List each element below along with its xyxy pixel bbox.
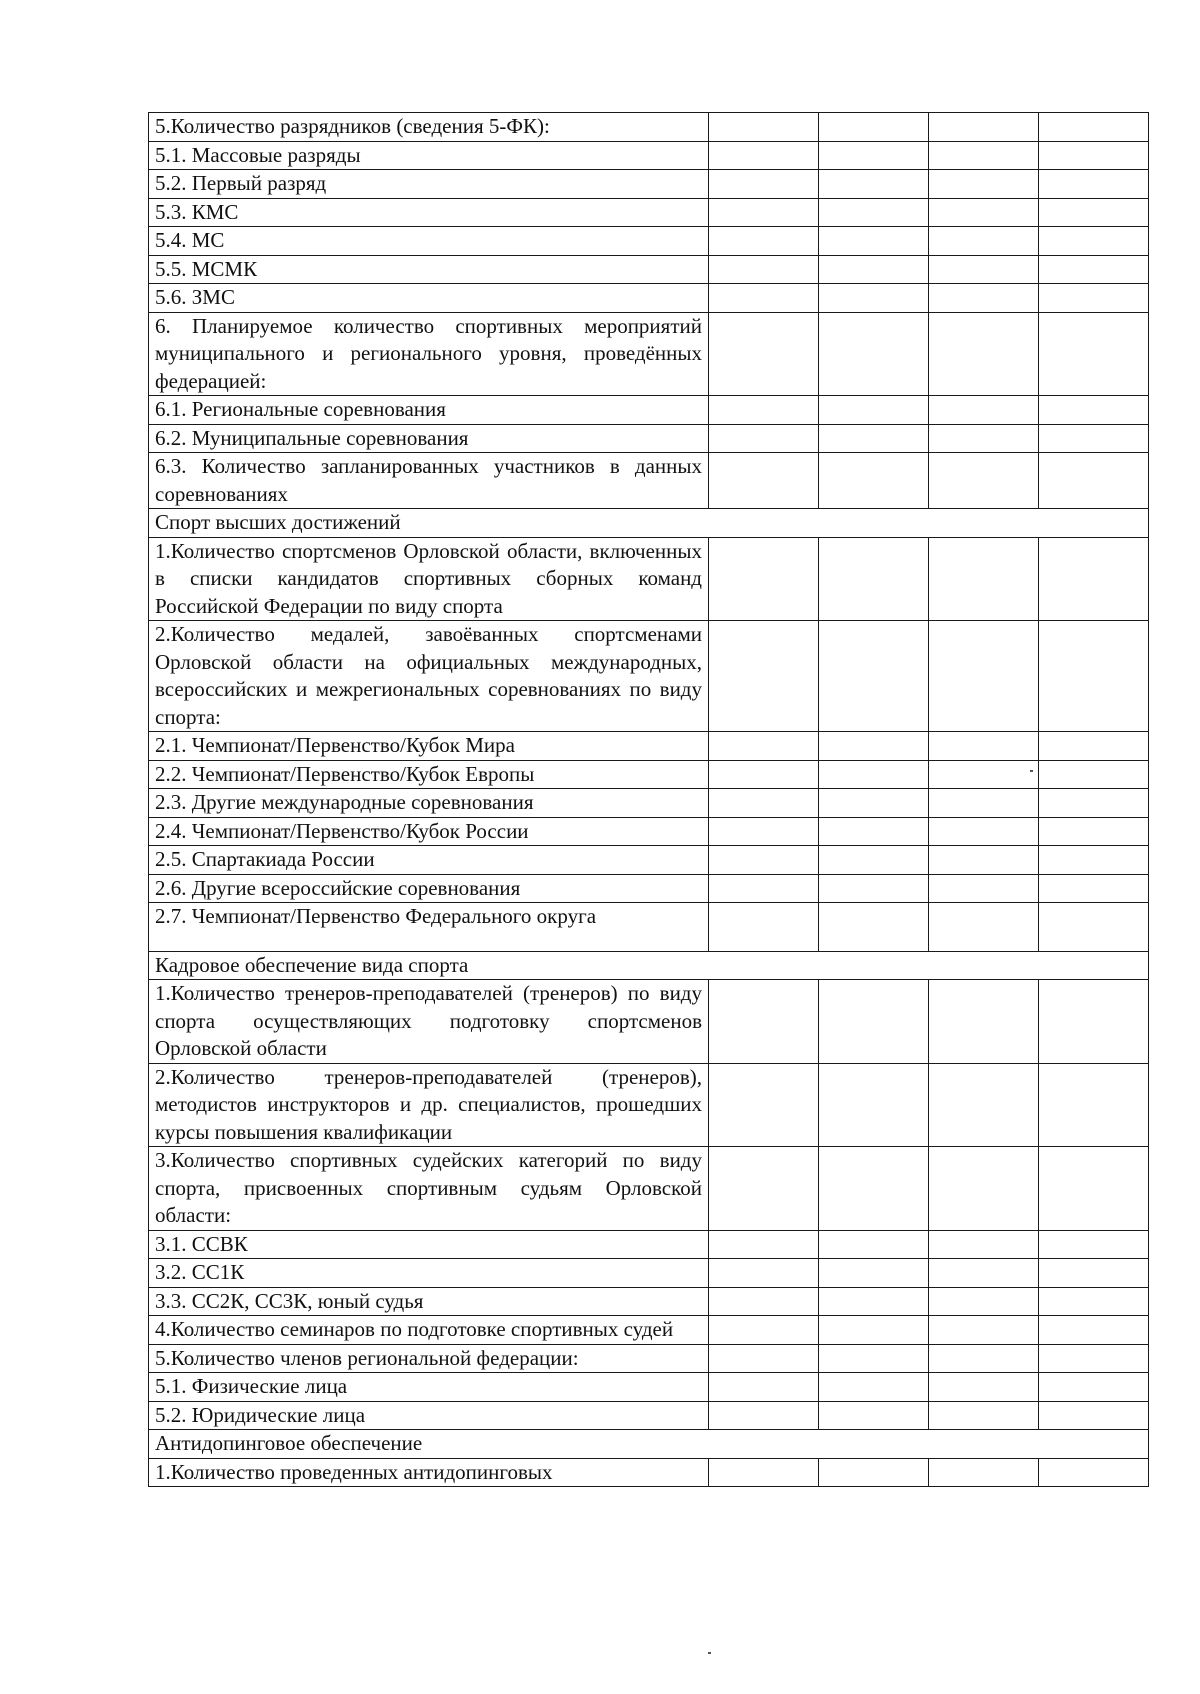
value-cell[interactable] — [929, 760, 1039, 789]
value-cell[interactable] — [709, 312, 819, 396]
row-label: 1.Количество тренеров-преподавателей (тренеров) по виду спорта осуществляющих подготовку спортсменов Орловской области — [149, 980, 709, 1064]
value-cell[interactable] — [819, 424, 929, 453]
value-cell[interactable] — [929, 1401, 1039, 1430]
value-cell[interactable] — [709, 424, 819, 453]
table-row — [149, 284, 1149, 313]
table-row — [149, 1287, 1149, 1316]
value-cell[interactable] — [1039, 396, 1149, 425]
value-cell[interactable] — [1039, 1063, 1149, 1147]
row-label: 3.2. СС1К — [149, 1259, 709, 1288]
value-cell[interactable] — [819, 1147, 929, 1231]
table-row — [149, 141, 1149, 170]
value-cell[interactable] — [1039, 980, 1149, 1064]
value-cell[interactable] — [929, 1373, 1039, 1402]
value-cell[interactable] — [1039, 198, 1149, 227]
table-row — [149, 760, 1149, 789]
value-cell[interactable] — [709, 903, 819, 952]
scan-speck — [1030, 770, 1033, 772]
table-row — [149, 1230, 1149, 1259]
value-cell[interactable] — [709, 1401, 819, 1430]
value-cell[interactable] — [1039, 760, 1149, 789]
row-label: 1.Количество проведенных антидопинговых — [149, 1458, 709, 1487]
value-cell[interactable] — [929, 846, 1039, 875]
value-cell[interactable] — [819, 198, 929, 227]
value-cell[interactable] — [819, 789, 929, 818]
value-cell[interactable] — [819, 227, 929, 256]
row-label: 2.5. Спартакиада России — [149, 846, 709, 875]
row-label: 5.Количество членов региональной федерации: — [149, 1344, 709, 1373]
row-label: 5.1. Массовые разряды — [149, 141, 709, 170]
value-cell[interactable] — [1039, 1230, 1149, 1259]
row-label: 4.Количество семинаров по подготовке спортивных судей — [149, 1316, 709, 1345]
row-label: 2.Количество тренеров-преподавателей (тренеров), методистов инструкторов и др. специалистов, прошедших курсы повышения квалификации — [149, 1063, 709, 1147]
table-row — [149, 1458, 1149, 1487]
value-cell[interactable] — [709, 1458, 819, 1487]
value-cell[interactable] — [929, 732, 1039, 761]
value-cell[interactable] — [709, 141, 819, 170]
value-cell[interactable] — [819, 732, 929, 761]
value-cell[interactable] — [1039, 1147, 1149, 1231]
value-cell[interactable] — [819, 874, 929, 903]
table-row — [149, 537, 1149, 621]
value-cell[interactable] — [819, 537, 929, 621]
value-cell[interactable] — [1039, 1344, 1149, 1373]
value-cell[interactable] — [1039, 1287, 1149, 1316]
value-cell[interactable] — [819, 284, 929, 313]
row-label: 5.2. Юридические лица — [149, 1401, 709, 1430]
value-cell[interactable] — [1039, 817, 1149, 846]
report-table-body — [149, 113, 1149, 1487]
value-cell[interactable] — [709, 113, 819, 142]
table-row — [149, 846, 1149, 875]
value-cell[interactable] — [929, 1063, 1039, 1147]
row-label: 3.Количество спортивных судейских категорий по виду спорта, присвоенных спортивным судьям Орловской области: — [149, 1147, 709, 1231]
value-cell[interactable] — [709, 1373, 819, 1402]
value-cell[interactable] — [819, 1259, 929, 1288]
value-cell[interactable] — [709, 760, 819, 789]
value-cell[interactable] — [819, 760, 929, 789]
row-label: 5.3. КМС — [149, 198, 709, 227]
value-cell[interactable] — [819, 170, 929, 199]
value-cell[interactable] — [819, 141, 929, 170]
value-cell[interactable] — [709, 1063, 819, 1147]
value-cell[interactable] — [819, 396, 929, 425]
value-cell[interactable] — [1039, 1259, 1149, 1288]
value-cell[interactable] — [819, 1316, 929, 1345]
row-label: 2.3. Другие международные соревнования — [149, 789, 709, 818]
section-row — [149, 1430, 1149, 1459]
value-cell[interactable] — [709, 874, 819, 903]
row-label: 6.3. Количество запланированных участников в данных соревнованиях — [149, 453, 709, 509]
value-cell[interactable] — [819, 453, 929, 509]
row-label: 5.4. МС — [149, 227, 709, 256]
value-cell[interactable] — [819, 1373, 929, 1402]
value-cell[interactable] — [1039, 789, 1149, 818]
value-cell[interactable] — [1039, 537, 1149, 621]
value-cell[interactable] — [709, 453, 819, 509]
value-cell[interactable] — [929, 255, 1039, 284]
scan-speck — [708, 1652, 711, 1654]
value-cell[interactable] — [929, 817, 1039, 846]
value-cell[interactable] — [929, 1458, 1039, 1487]
table-row — [149, 1316, 1149, 1345]
value-cell[interactable] — [1039, 1458, 1149, 1487]
section-row — [149, 509, 1149, 538]
value-cell[interactable] — [929, 396, 1039, 425]
value-cell[interactable] — [819, 1287, 929, 1316]
value-cell[interactable] — [1039, 141, 1149, 170]
value-cell[interactable] — [819, 1458, 929, 1487]
value-cell[interactable] — [1039, 255, 1149, 284]
row-label: 5.1. Физические лица — [149, 1373, 709, 1402]
value-cell[interactable] — [819, 980, 929, 1064]
table-row — [149, 312, 1149, 396]
table-row — [149, 424, 1149, 453]
table-row — [149, 1344, 1149, 1373]
row-label: 5.6. ЗМС — [149, 284, 709, 313]
value-cell[interactable] — [819, 817, 929, 846]
row-label: 5.2. Первый разряд — [149, 170, 709, 199]
value-cell[interactable] — [1039, 1401, 1149, 1430]
table-row — [149, 198, 1149, 227]
row-label: 5.Количество разрядников (сведения 5-ФК): — [149, 113, 709, 142]
row-label: 2.7. Чемпионат/Первенство Федерального округа — [149, 903, 709, 952]
value-cell[interactable] — [929, 1316, 1039, 1345]
table-row — [149, 874, 1149, 903]
value-cell[interactable] — [929, 453, 1039, 509]
value-cell[interactable] — [1039, 1373, 1149, 1402]
value-cell[interactable] — [929, 141, 1039, 170]
value-cell[interactable] — [709, 732, 819, 761]
value-cell[interactable] — [1039, 227, 1149, 256]
value-cell[interactable] — [929, 903, 1039, 952]
value-cell[interactable] — [819, 255, 929, 284]
value-cell[interactable] — [709, 1287, 819, 1316]
value-cell[interactable] — [819, 1344, 929, 1373]
value-cell[interactable] — [1039, 113, 1149, 142]
value-cell[interactable] — [1039, 170, 1149, 199]
value-cell[interactable] — [1039, 1316, 1149, 1345]
row-label: 3.3. СС2К, СС3К, юный судья — [149, 1287, 709, 1316]
value-cell[interactable] — [929, 424, 1039, 453]
table-row — [149, 170, 1149, 199]
row-label: 2.4. Чемпионат/Первенство/Кубок России — [149, 817, 709, 846]
value-cell[interactable] — [709, 980, 819, 1064]
value-cell[interactable] — [929, 312, 1039, 396]
row-label: 6.1. Региональные соревнования — [149, 396, 709, 425]
section-heading: Спорт высших достижений — [149, 509, 1149, 538]
table-row — [149, 396, 1149, 425]
value-cell[interactable] — [1039, 453, 1149, 509]
value-cell[interactable] — [929, 537, 1039, 621]
table-row — [149, 227, 1149, 256]
row-label: 2.1. Чемпионат/Первенство/Кубок Мира — [149, 732, 709, 761]
table-row — [149, 1063, 1149, 1147]
table-row — [149, 980, 1149, 1064]
value-cell[interactable] — [1039, 903, 1149, 952]
value-cell[interactable] — [929, 1147, 1039, 1231]
table-row — [149, 453, 1149, 509]
row-label: 3.1. ССВК — [149, 1230, 709, 1259]
value-cell[interactable] — [1039, 846, 1149, 875]
table-row — [149, 732, 1149, 761]
value-cell[interactable] — [929, 170, 1039, 199]
value-cell[interactable] — [1039, 284, 1149, 313]
value-cell[interactable] — [929, 789, 1039, 818]
value-cell[interactable] — [709, 621, 819, 732]
table-row — [149, 789, 1149, 818]
value-cell[interactable] — [709, 1344, 819, 1373]
value-cell[interactable] — [709, 846, 819, 875]
value-cell[interactable] — [709, 1230, 819, 1259]
value-cell[interactable] — [929, 1344, 1039, 1373]
value-cell[interactable] — [819, 846, 929, 875]
value-cell[interactable] — [709, 537, 819, 621]
row-label: 6. Планируемое количество спортивных мероприятий муниципального и регионального уровня, проведённых федерацией: — [149, 312, 709, 396]
value-cell[interactable] — [709, 817, 819, 846]
value-cell[interactable] — [819, 903, 929, 952]
value-cell[interactable] — [709, 198, 819, 227]
value-cell[interactable] — [709, 255, 819, 284]
value-cell[interactable] — [709, 1316, 819, 1345]
value-cell[interactable] — [709, 789, 819, 818]
row-label: 2.6. Другие всероссийские соревнования — [149, 874, 709, 903]
table-row — [149, 903, 1149, 952]
value-cell[interactable] — [819, 1063, 929, 1147]
value-cell[interactable] — [1039, 874, 1149, 903]
value-cell[interactable] — [929, 874, 1039, 903]
table-row — [149, 621, 1149, 732]
section-heading: Антидопинговое обеспечение — [149, 1430, 1149, 1459]
row-label: 2.Количество медалей, завоёванных спортсменами Орловской области на официальных международных, всероссийских и межрегиональных соревнованиях по виду спорта: — [149, 621, 709, 732]
value-cell[interactable] — [929, 113, 1039, 142]
table-row — [149, 817, 1149, 846]
value-cell[interactable] — [819, 312, 929, 396]
value-cell[interactable] — [929, 198, 1039, 227]
report-table — [148, 112, 1149, 1487]
value-cell[interactable] — [1039, 424, 1149, 453]
value-cell[interactable] — [929, 621, 1039, 732]
value-cell[interactable] — [819, 113, 929, 142]
value-cell[interactable] — [929, 227, 1039, 256]
value-cell[interactable] — [1039, 732, 1149, 761]
value-cell[interactable] — [819, 1230, 929, 1259]
value-cell[interactable] — [819, 1401, 929, 1430]
row-label: 6.2. Муниципальные соревнования — [149, 424, 709, 453]
table-row — [149, 1401, 1149, 1430]
value-cell[interactable] — [709, 1147, 819, 1231]
value-cell[interactable] — [1039, 621, 1149, 732]
table-row — [149, 113, 1149, 142]
value-cell[interactable] — [709, 396, 819, 425]
value-cell[interactable] — [709, 284, 819, 313]
table-row — [149, 1147, 1149, 1231]
row-label: 2.2. Чемпионат/Первенство/Кубок Европы — [149, 760, 709, 789]
row-label: 5.5. МСМК — [149, 255, 709, 284]
value-cell[interactable] — [819, 621, 929, 732]
value-cell[interactable] — [709, 1259, 819, 1288]
value-cell[interactable] — [929, 1230, 1039, 1259]
value-cell[interactable] — [929, 980, 1039, 1064]
table-row — [149, 1259, 1149, 1288]
row-label: 1.Количество спортсменов Орловской области, включенных в списки кандидатов спортивных сборных команд Российской Федерации по виду спорта — [149, 537, 709, 621]
value-cell[interactable] — [929, 284, 1039, 313]
value-cell[interactable] — [709, 170, 819, 199]
table-row — [149, 255, 1149, 284]
value-cell[interactable] — [709, 227, 819, 256]
section-heading: Кадровое обеспечение вида спорта — [149, 951, 1149, 980]
value-cell[interactable] — [929, 1287, 1039, 1316]
value-cell[interactable] — [929, 1259, 1039, 1288]
value-cell[interactable] — [1039, 312, 1149, 396]
table-row — [149, 1373, 1149, 1402]
section-row — [149, 951, 1149, 980]
